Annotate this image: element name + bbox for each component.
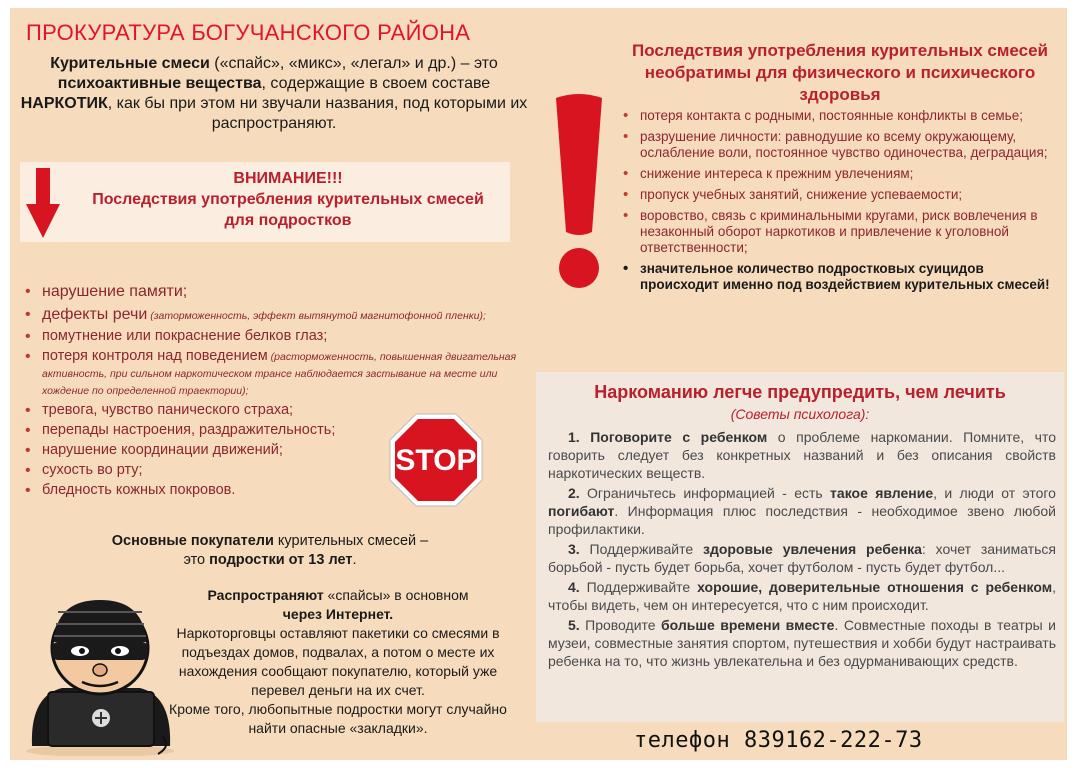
consequences-heading: Последствия употребления курительных смесей необратимы для физического и психического здоровья [631, 41, 1049, 104]
list-item: • помутнение или покраснение белков глаз; [22, 328, 522, 345]
list-item: • потеря контакта с родными, постоянные конфликты в семье; [618, 108, 1058, 124]
stop-sign-icon [388, 412, 484, 508]
list-item: • сухость во рту; [22, 462, 522, 479]
consequences-list [618, 108, 1058, 298]
list-item: • дефекты речи (заторможенность, эффект вытянутой магнитофонной пленки); [22, 305, 522, 325]
list-item: • воровство, связь с криминальными кругами, риск вовлечения в незаконный оборот наркотиков и привлечение к уголовной ответственности; [618, 208, 1058, 256]
list-item-suicide-warning: • значительное количество подростковых суицидов происходит именно под воздействием курительных смесей! [618, 261, 1058, 293]
advice-subtitle: (Советы психолога): [730, 406, 870, 422]
advice-tip: 1. Поговорите с ребенком о проблеме наркомании. Помните, что говорить следует без конкретных названий и без описания свойств наркотических веществ. [548, 429, 1056, 481]
list-item: • бледность кожных покровов. [22, 482, 522, 499]
warning-heading: ВНИМАНИЕ!!! Последствия употребления курительных смесей для подростков [92, 170, 484, 229]
list-item: • нарушение памяти; [22, 282, 522, 302]
distribution-text: Распространяют «спайсы» в основном через Интернет. Наркоторговцы оставляют пакетики со смесями в подъездах домов, подвалах, а потом о месте их нахождения сообщают покупателю, который уже перевел деньги на их счет. Кроме того, любопытные подростки могут случайно найти опасные «закладки». [169, 587, 507, 736]
list-item: • потеря контроля над поведением (расторможенность, повышенная двигательная активность, при сильном наркотическом трансе наблюдается застывание на месте или хождение по определенной траектории); [22, 348, 522, 399]
advice-tips [548, 428, 1056, 672]
phone-number: телефон 839162-222-73 [634, 728, 923, 753]
list-item: • перепады настроения, раздражительность; [22, 422, 522, 439]
list-item: • снижение интереса к прежним увлечениям; [618, 166, 1058, 182]
advice-tip: 4. Поддерживайте хорошие, доверительные отношения с ребенком, чтобы видеть, чем он интересуется, что с ним происходит. [548, 579, 1056, 613]
list-item: • тревога, чувство панического страха; [22, 402, 522, 419]
exclamation-icon [542, 92, 616, 292]
buyers-text: Основные покупатели курительных смесей – это подростки от 13 лет. [111, 533, 429, 568]
advice-tip: 3. Поддерживайте здоровые увлечения ребенка: хочет заниматься борьбой - пусть будет борьба, хочет футболом - пусть будет футбол... [548, 541, 1056, 575]
list-item: • нарушение координации движений; [22, 442, 522, 459]
list-item: • разрушение личности: равнодушие ко всему окружающему, ослабление воли, постоянное чувство одиночества, деградация; [618, 129, 1058, 161]
hacker-illustration-icon [22, 596, 178, 756]
down-arrow-icon [26, 168, 60, 238]
intro-text: Курительные смеси («спайс», «микс», «легал» и др.) – это психоактивные вещества, содержащие в своем составе НАРКОТИК, как бы при этом ни звучали названия, под которыми их распространяют. [20, 55, 528, 132]
advice-tip: 2. Ограничьтесь информацией - есть такое явление, и люди от этого погибают. Информация плюс последствия - необходимое звено любой профилактики. [548, 485, 1056, 537]
page-title: ПРОКУРАТУРА БОГУЧАНСКОГО РАЙОНА [26, 20, 471, 45]
advice-title: Наркоманию легче предупредить, чем лечить [594, 382, 1006, 402]
list-item: • пропуск учебных занятий, снижение успеваемости; [618, 187, 1058, 203]
stop-sign-label: STOP [395, 444, 477, 477]
advice-tip: 5. Проводите больше времени вместе. Совместные походы в театры и музеи, совместные занятия спортом, путешествия и хобби будут настраивать ребенка на то, что жизнь увлекательна и без одурманивающих средств. [548, 617, 1056, 669]
